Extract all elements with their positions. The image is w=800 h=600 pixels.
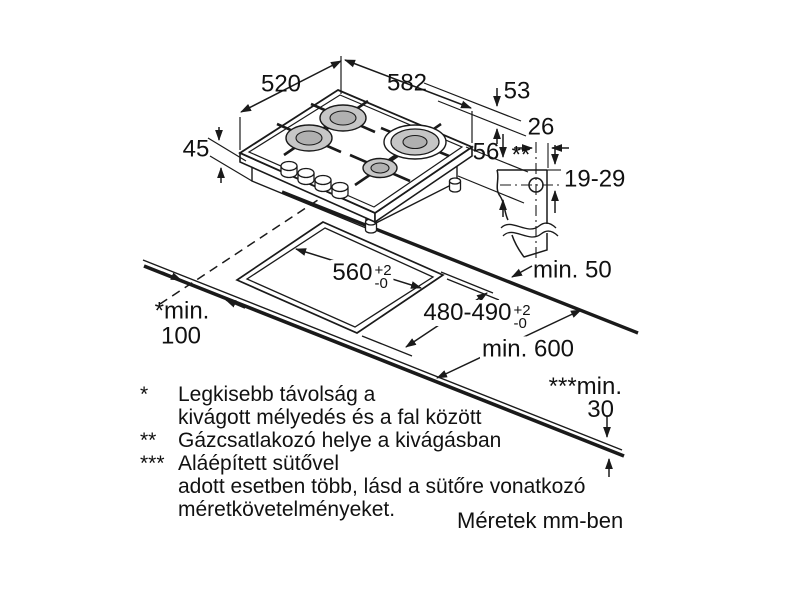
footnote-marker — [140, 475, 178, 498]
dimension-label-520: 520 — [260, 70, 302, 98]
dimension-label-cutout-width: 560 +2 -0 — [332, 259, 392, 292]
footnote-text: kivágott mélyedés és a fal között — [178, 406, 482, 429]
dimension-label-cutout-depth: 480-490 +2 -0 — [423, 299, 531, 332]
tolerance-stack: +2 -0 — [374, 262, 392, 292]
gas-marker-asterisks: ** — [511, 141, 531, 169]
dimension-label-56: 56 — [472, 138, 500, 166]
burner-right-wok — [384, 125, 446, 159]
clearance-label-min-100-line2: 100 — [160, 322, 202, 350]
hob-drawing — [240, 90, 472, 233]
burner-back-center — [320, 105, 366, 131]
clearance-label-min-600: min. 600 — [481, 335, 575, 363]
dimension-label-19-29: 19-29 — [564, 165, 626, 193]
dimension-label-582: 582 — [386, 69, 428, 97]
footnote-text: Gázcsatlakozó helye a kivágásban — [178, 429, 502, 452]
burner-left — [286, 125, 332, 151]
footnote-marker: * — [140, 383, 149, 406]
clearance-label-min-30-line2: 30 — [587, 396, 614, 423]
burner-front — [363, 159, 397, 178]
footnote-marker — [140, 406, 178, 429]
clearance-label-min-30-line1: ***min. — [548, 373, 622, 400]
footnote-line — [140, 475, 630, 498]
dimension-label-53: 53 — [503, 77, 531, 105]
units-note: Méretek mm-ben — [457, 508, 624, 533]
footnote-text: méretkövetelményeket. — [178, 498, 396, 521]
footnotes-block — [140, 383, 630, 521]
clearance-label-min-50: min. 50 — [533, 256, 612, 284]
footnote-text: Legkisebb távolság a — [178, 383, 376, 406]
gas-detail-break-lines — [501, 223, 558, 237]
footnote-line — [140, 406, 630, 429]
dimension-label-45: 45 — [182, 135, 210, 163]
gas-connection-detail — [497, 142, 569, 262]
footnote-text: adott esetben több, lásd a sütőre vonatkozó — [178, 475, 586, 498]
footnote-line — [140, 452, 630, 475]
footnote-marker — [140, 498, 178, 521]
tolerance-stack: +2 -0 — [513, 302, 531, 332]
footnote-text: Aláépített sütővel — [178, 452, 340, 475]
clearance-label-min-100-line1: *min. — [154, 297, 210, 325]
dimension-label-26: 26 — [527, 113, 555, 141]
min-50-arrow — [512, 266, 532, 277]
hob-foot-right — [450, 178, 461, 192]
footnote-marker: ** — [140, 429, 157, 452]
footnote-line — [140, 429, 630, 452]
footnote-line — [140, 383, 630, 406]
footnote-marker: *** — [140, 452, 165, 475]
